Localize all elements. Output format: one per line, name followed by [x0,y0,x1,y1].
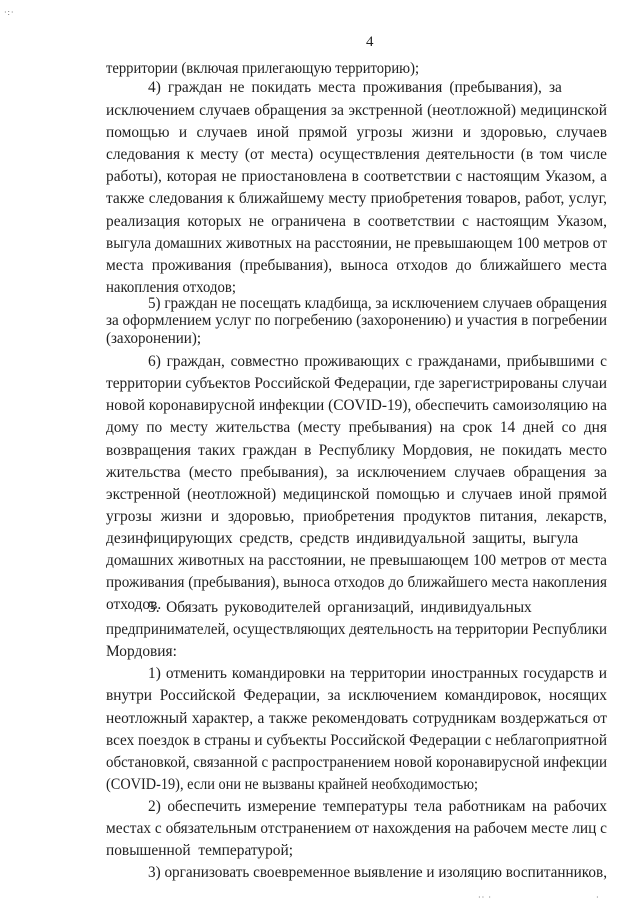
text-line: реализация которых не ограничена в соответствии с настоящим Указом, [106,213,607,230]
text-line: 1) отменить командировки на территории иностранных государств и [148,665,607,682]
text-line: следования к месту (от места) осуществления деятельности (в том числе [106,146,607,163]
text-line: всех поездок в страны и субъекты Российской Федерации с неблагоприятной [106,732,607,749]
text-line: 2) обеспечить измерение температуры тела работникам на рабочих [148,798,607,815]
text-line: за оформлением услуг по погребению (захоронению) и участия в погребении [106,312,607,329]
text-line: повышенной температурой; [106,842,293,859]
text-line: территории субъектов Российской Федерации, где зарегистрированы случаи [106,375,607,392]
text-line: угрозы жизни и здоровью, приобретения продуктов питания, лекарств, [106,508,607,525]
text-line: (захоронении); [106,330,201,347]
text-line: новой коронавирусной инфекции (COVID-19), обеспечить самоизоляцию на [106,397,607,414]
text-line: домашних животных на расстоянии, не превышающем 100 метров от места [106,552,607,569]
scan-artifact: ·:· [4,8,15,17]
text-line: неотложный характер, а также рекомендовать сотрудникам воздержаться от [106,710,607,727]
text-line: исключением случаев обращения за экстренной (неотложной) медицинской [106,102,607,119]
text-line: дезинфицирующих средств, средств индивидуальной защиты, выгула [106,530,579,547]
text-line: обстановкой, связанной с распространением новой коронавирусной инфекции [106,754,607,771]
text-line: жительства (место пребывания), за исключением случаев обращения за [106,464,607,481]
text-line: 6) граждан, совместно проживающих с гражданами, прибывшими с [148,353,607,370]
text-line: возвращения таких граждан в Республику Мордовия, не покидать место [106,442,607,459]
scan-artifact: · [596,893,600,902]
text-line: накопления отходов; [106,279,236,296]
text-line: 3) организовать своевременное выявление и изоляцию воспитанников, [148,864,607,881]
text-line: внутри Российской Федерации, за исключением командировок, носящих [106,687,607,704]
text-line: 5. Обязать руководителей организаций, индивидуальных [148,599,532,616]
page-number: 4 [366,34,374,50]
scan-artifact: ·· · [478,893,492,902]
text-line: местах с обязательным отстранением от нахождения на рабочем месте лиц с [106,820,607,837]
text-line: проживания (пребывания), выноса отходов до ближайшего места накопления [106,574,607,591]
text-line: дому по месту жительства (месту пребывания) на срок 14 дней со дня [106,419,607,436]
text-line: предпринимателей, осуществляющих деятельность на территории Республики [106,621,607,638]
text-line: территории (включая прилегающую территорию); [106,60,419,77]
text-line: выгула домашних животных на расстоянии, не превышающем 100 метров от [106,235,607,252]
text-line: 5) граждан не посещать кладбища, за исключением случаев обращения [148,295,607,312]
text-line: Мордовия: [106,643,177,660]
text-line: (COVID-19), если они не вызваны крайней необходимостью; [106,776,478,793]
text-line: работы), которая не приостановлена в соответствии с настоящим Указом, а [106,168,607,185]
text-line: 4) граждан не покидать места проживания (пребывания), за [148,79,562,96]
text-line: места проживания (пребывания), выноса отходов до ближайшего места [106,257,607,274]
text-line: экстренной (неотложной) медицинской помощью и случаев иной прямой [106,486,607,503]
text-line: также следования к ближайшему месту приобретения товаров, работ, услуг, [106,190,607,207]
text-line: помощью и случаев иной прямой угрозы жизни и здоровью, случаев [106,124,607,141]
text-line: отходов. [106,596,162,613]
